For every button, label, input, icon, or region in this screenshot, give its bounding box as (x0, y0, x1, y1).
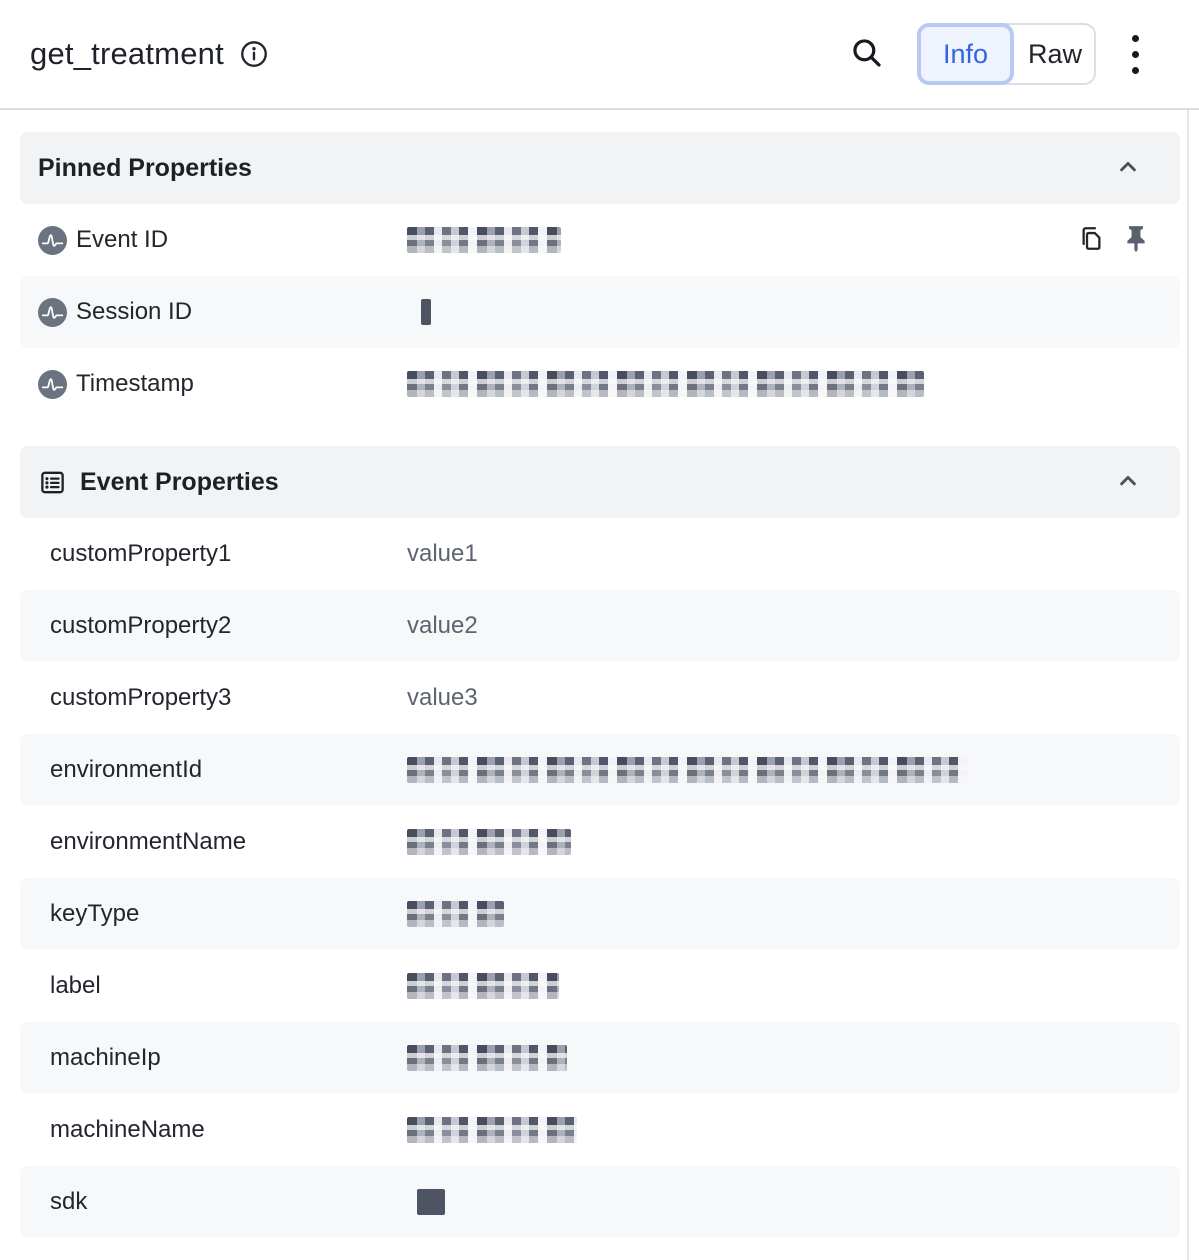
redacted-value (407, 227, 561, 253)
property-key: Timestamp (76, 370, 194, 397)
event-detail-header (0, 0, 1199, 110)
tab-info[interactable]: Info (917, 23, 1014, 85)
collapse-button[interactable] (1114, 153, 1142, 184)
chevron-up-icon (1114, 467, 1142, 498)
redacted-value (407, 371, 924, 397)
redacted-value (407, 1117, 577, 1143)
list-table-icon (38, 468, 67, 497)
amplitude-property-icon (38, 298, 67, 327)
pinned-properties-header[interactable] (20, 132, 1180, 204)
pinned-properties-section (20, 132, 1180, 420)
redacted-value (407, 901, 504, 927)
section-title: Event Properties (80, 467, 279, 496)
property-key: Session ID (76, 298, 193, 325)
pin-button[interactable] (1124, 225, 1148, 256)
property-row (20, 734, 1180, 806)
property-row (20, 806, 1180, 878)
property-value: value2 (407, 612, 478, 639)
property-key: machineName (50, 1116, 205, 1143)
view-mode-toggle (917, 23, 1096, 85)
copy-button[interactable] (1077, 224, 1106, 256)
property-row (20, 518, 1180, 590)
property-row (20, 1022, 1180, 1094)
redacted-value (407, 1045, 567, 1071)
event-properties-panel (0, 110, 1199, 1238)
property-key: Event ID (76, 226, 169, 253)
property-row (20, 950, 1180, 1022)
pin-icon (1124, 225, 1148, 256)
property-key: machineIp (50, 1044, 161, 1071)
redacted-value (407, 973, 559, 999)
property-key: customProperty1 (50, 540, 232, 567)
amplitude-property-icon (38, 226, 67, 255)
property-key: sdk (50, 1188, 88, 1215)
section-title: Pinned Properties (38, 153, 252, 182)
page-title: get_treatment (30, 36, 224, 71)
property-row (20, 878, 1180, 950)
property-key: environmentId (50, 756, 203, 783)
event-properties-header[interactable] (20, 446, 1180, 518)
kebab-menu-button[interactable] (1128, 31, 1143, 78)
property-key: environmentName (50, 828, 247, 855)
search-icon (848, 34, 885, 74)
collapse-button[interactable] (1114, 467, 1142, 498)
property-row (20, 1094, 1180, 1166)
panel-right-divider (1187, 110, 1189, 1260)
event-properties-section (20, 446, 1180, 1238)
property-row (20, 590, 1180, 662)
property-key: keyType (50, 900, 140, 927)
property-row-session-id (20, 276, 1180, 348)
property-key: label (50, 972, 101, 999)
amplitude-property-icon (38, 370, 67, 399)
info-circle-icon[interactable] (239, 39, 269, 69)
copy-icon (1077, 224, 1106, 256)
redacted-value (417, 1189, 445, 1215)
redacted-value (407, 757, 967, 783)
redacted-value (407, 829, 571, 855)
search-button[interactable] (848, 34, 885, 74)
redacted-value (421, 299, 431, 325)
property-key: customProperty2 (50, 612, 232, 639)
property-row-timestamp (20, 348, 1180, 420)
chevron-up-icon (1114, 153, 1142, 184)
property-value: value3 (407, 684, 478, 711)
property-value: value1 (407, 540, 478, 567)
tab-raw[interactable]: Raw (1004, 23, 1096, 85)
property-row (20, 662, 1180, 734)
property-row-event-id (20, 204, 1180, 276)
property-key: customProperty3 (50, 684, 232, 711)
property-row (20, 1166, 1180, 1238)
